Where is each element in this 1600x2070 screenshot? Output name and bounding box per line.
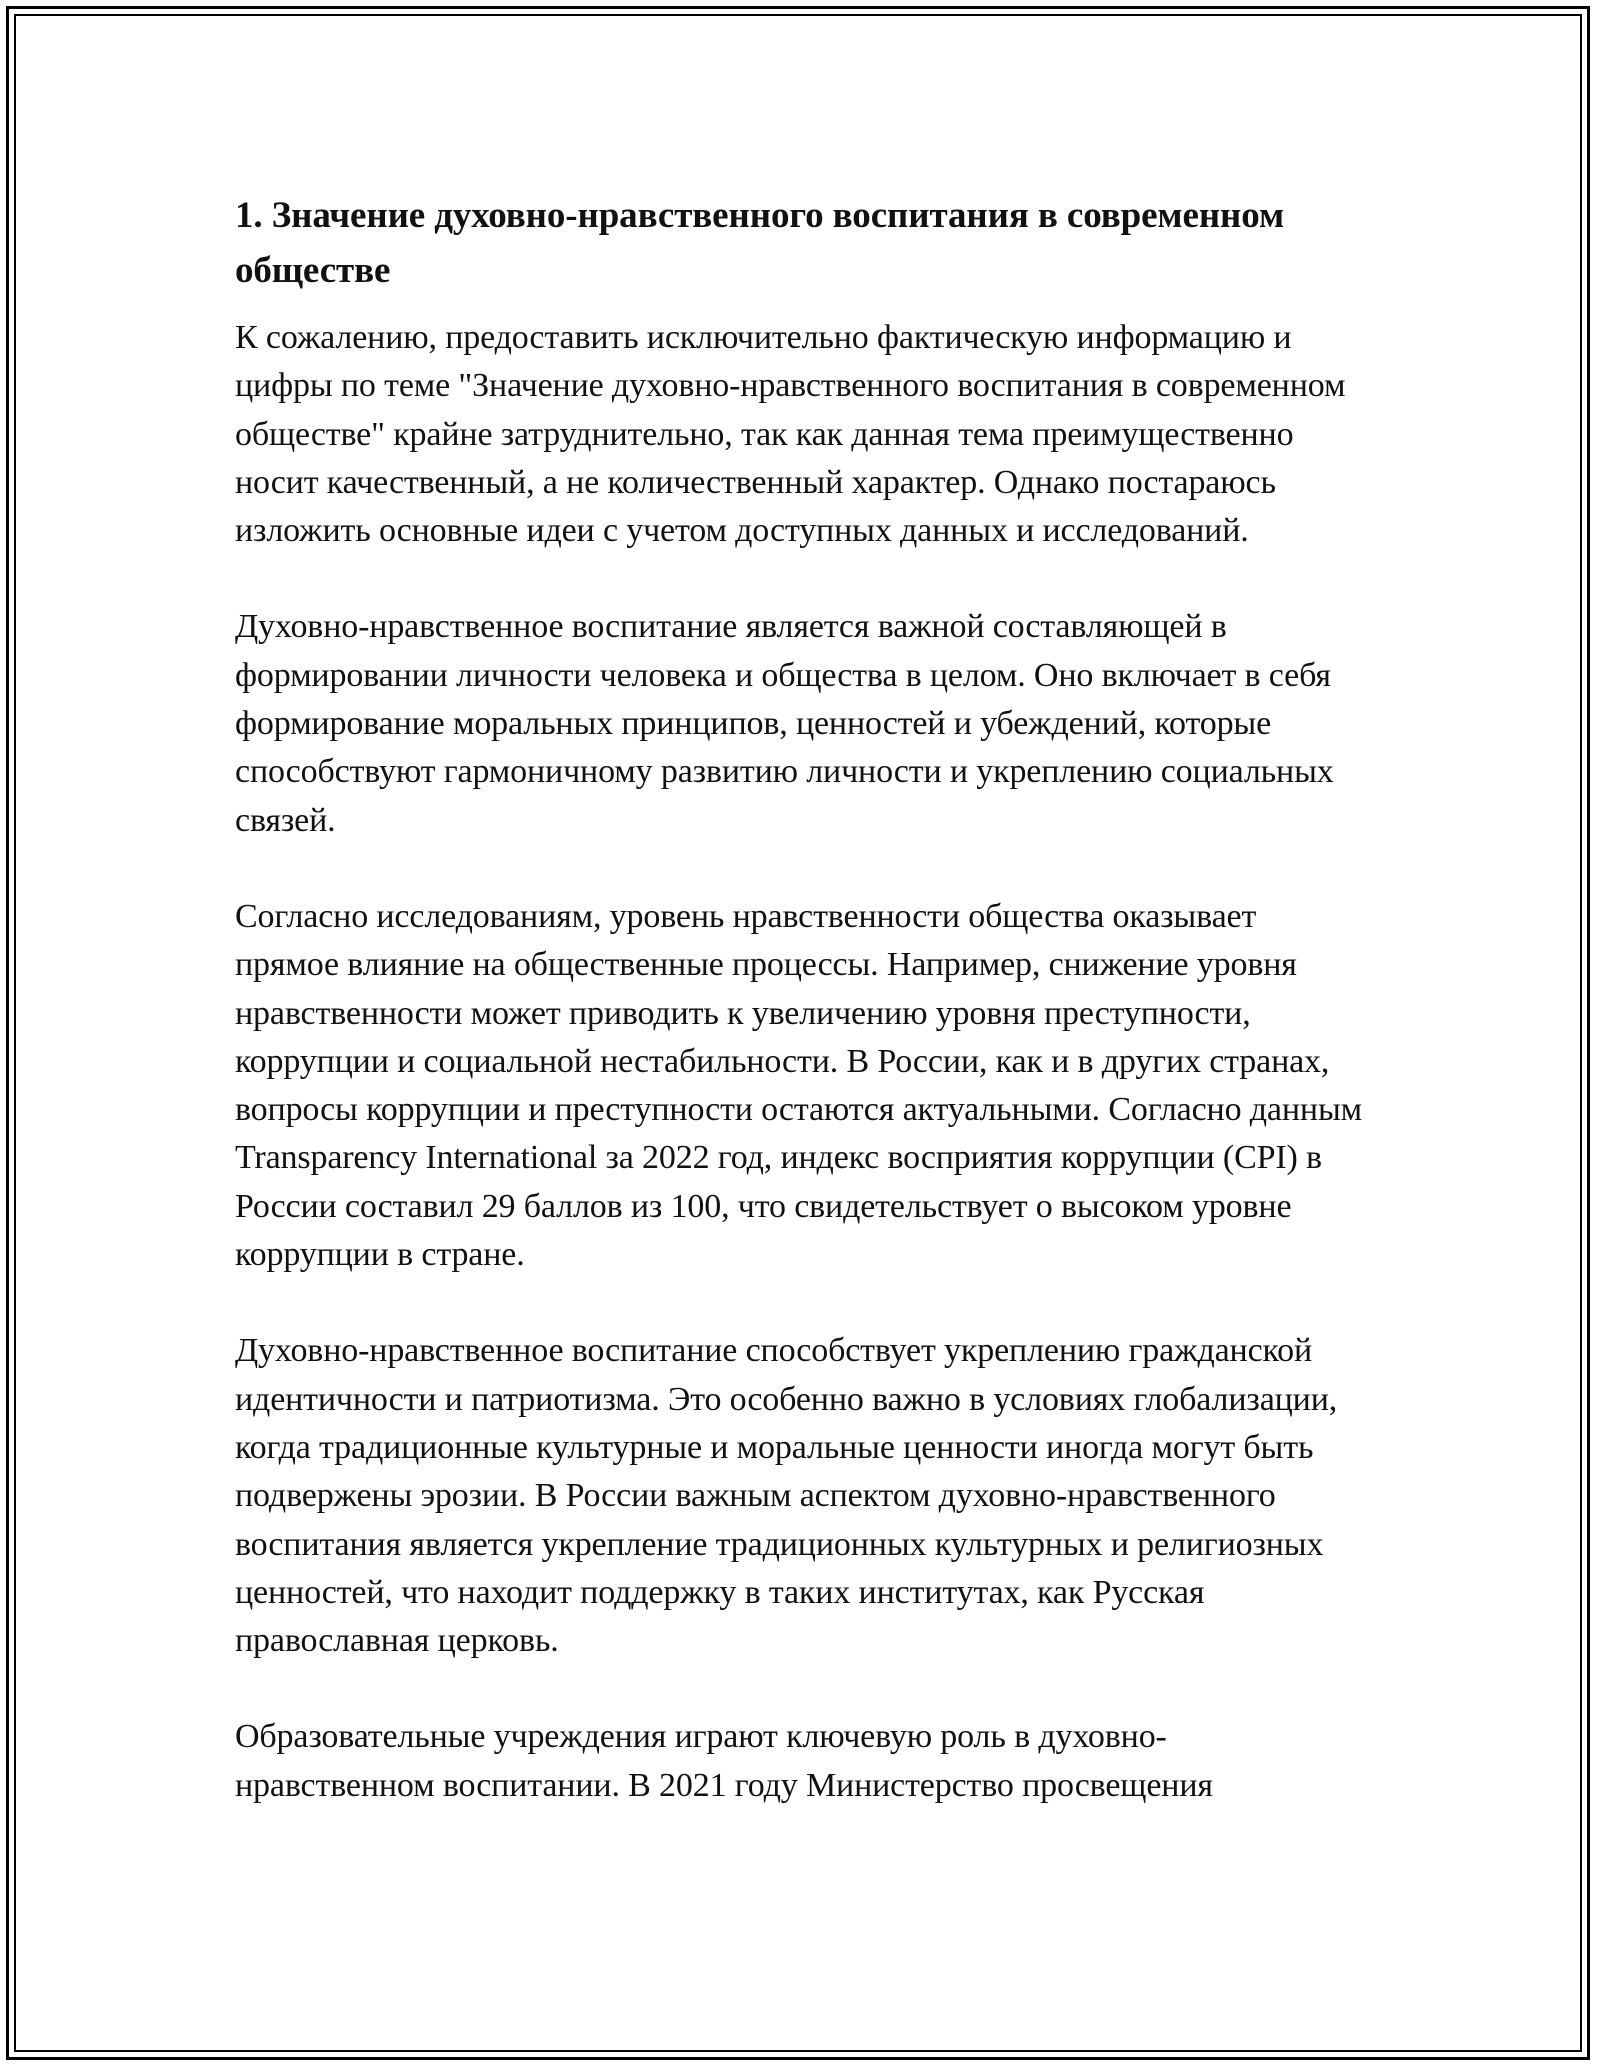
- section-heading: 1. Значение духовно-нравственного воспитания в современном обществе: [235, 195, 1285, 291]
- paragraph-definition: Духовно-нравственное воспитание является важной составляющей в формировании личности человека и общества в целом. Оно включает в себя формирование моральных принципов, ценностей и убеждений, которые способствуют гармоничному развитию личности и укреплению социальных связей.: [235, 608, 1334, 839]
- paragraph-intro: К сожалению, предоставить исключительно фактическую информацию и цифры по теме "Значение духовно-нравственного воспитания в современном обществе" крайне затруднительно, так как данная тема преимущественно носит качественный, а не количественный характер. Однако постараюсь изложить основные идеи с учетом доступных данных и исследований.: [235, 319, 1346, 550]
- document-page: [235, 188, 1365, 1810]
- paragraph-education: Образовательные учреждения играют ключевую роль в духовно-нравственном воспитании. В 2021 году Министерство просвещения: [235, 1718, 1213, 1804]
- paragraph-research: Согласно исследованиям, уровень нравственности общества оказывает прямое влияние на общественные процессы. Например, снижение уровня нравственности может приводить к увеличению уровня преступности, коррупции и социальной нестабильности. В России, как и в других странах, вопросы коррупции и преступности остаются актуальными. Согласно данным Transparency International за 2022 год, индекс восприятия коррупции (CPI) в России составил 29 баллов из 100, что свидетельствует о высоком уровне коррупции в стране.: [235, 897, 1363, 1274]
- paragraph-identity: Духовно-нравственное воспитание способствует укреплению гражданской идентичности и патриотизма. Это особенно важно в условиях глобализации, когда традиционные культурные и моральные ценности иногда могут быть подвержены эрозии. В России важным аспектом духовно-нравственного воспитания является укрепление традиционных культурных и религиозных ценностей, что находит поддержку в таких институтах, как Русская православная церковь.: [235, 1332, 1338, 1660]
